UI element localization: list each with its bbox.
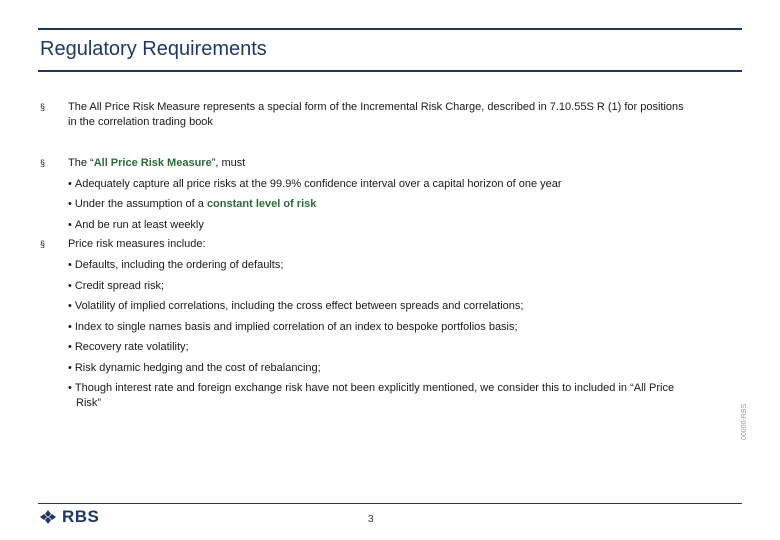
sub-bullet-item: • Credit spread risk; — [68, 280, 165, 292]
bullet-dot-icon: • — [68, 362, 72, 374]
bullet-1-line-2: in the correlation trading book — [68, 116, 213, 128]
sub-bullet-item: • Defaults, including the ordering of defaults; — [68, 259, 284, 271]
sub-bullet-item: • Adequately capture all price risks at the 99.9% confidence interval over a capital horizon of one year — [68, 178, 562, 190]
bullet-dot-icon: • — [68, 382, 72, 394]
sub-bullet-item: • Volatility of implied correlations, including the cross effect between spreads and correlations; — [68, 300, 524, 312]
sub-bullet-item: • Risk dynamic hedging and the cost of rebalancing; — [68, 362, 321, 374]
bullet-dot-icon: • — [68, 219, 72, 231]
logo-text: RBS — [62, 507, 100, 526]
bullet-1-line-1: The All Price Risk Measure represents a special form of the Incremental Risk Charge, described in 7.10.55S R (1) for positions — [68, 101, 684, 113]
sub-bullet-item-last: • Though interest rate and foreign exchange risk have not been explicitly mentioned, we consider this to included in “All Price Risk” — [68, 382, 675, 409]
bullet-dot-icon: • — [68, 259, 72, 271]
bullet-3-text: Price risk measures include: — [68, 238, 206, 250]
page-title: Regulatory Requirements — [40, 38, 267, 60]
highlight-constant-level-of-risk: constant level of risk — [206, 198, 317, 210]
bullet-dot-icon: • — [68, 341, 72, 353]
square-bullet-icon: § — [40, 158, 46, 168]
bullet-dot-icon: • — [68, 198, 72, 210]
bullet-1-text — [68, 100, 748, 130]
bullet-dot-icon: • — [68, 300, 72, 312]
bullet-dot-icon: • — [68, 280, 72, 292]
page-number: 3 — [368, 514, 374, 525]
title-rule — [38, 70, 742, 72]
square-bullet-icon: § — [40, 102, 46, 112]
sub-bullet-item: • And be run at least weekly — [68, 219, 204, 231]
sub-bullet-item: • Recovery rate volatility; — [68, 341, 189, 353]
bullet-2-text: The “All Price Risk Measure”, must — [68, 157, 246, 169]
square-bullet-icon: § — [40, 239, 46, 249]
rbs-logo — [38, 508, 99, 526]
highlight-all-price-risk-measure: All Price Risk Measure — [93, 157, 212, 169]
footer-rule — [38, 503, 742, 504]
daisy-wheel-icon — [38, 509, 58, 525]
sub-bullet-item: • Under the assumption of a constant level of risk — [68, 198, 317, 210]
top-rule — [38, 28, 742, 30]
bullet-dot-icon: • — [68, 178, 72, 190]
bullet-dot-icon: • — [68, 321, 72, 333]
document-code: 00000-RBS — [741, 403, 748, 440]
sub-bullet-item: • Index to single names basis and implied correlation of an index to bespoke portfolios basis; — [68, 321, 518, 333]
